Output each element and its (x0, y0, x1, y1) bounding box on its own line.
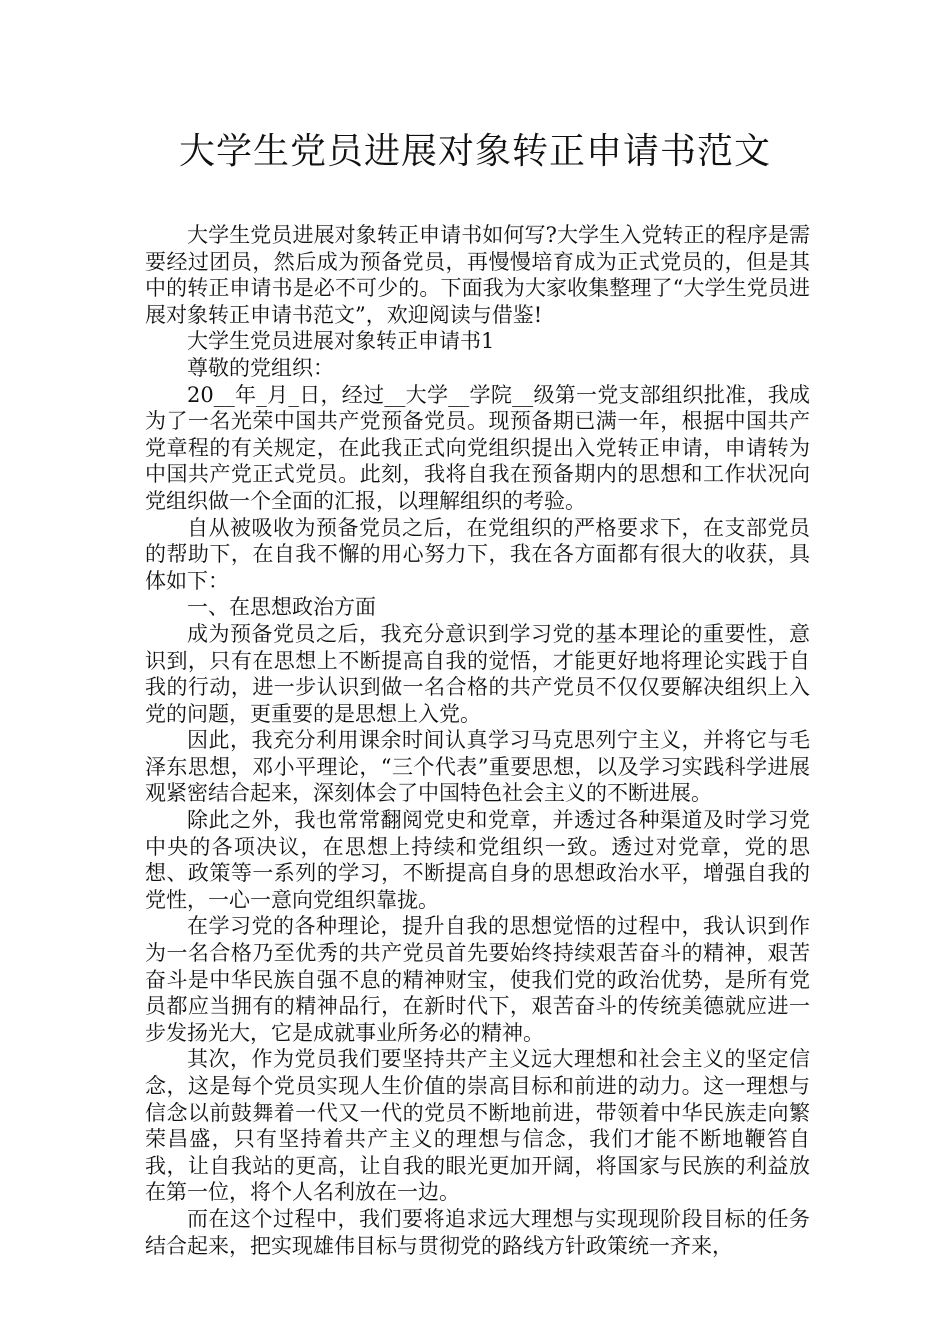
paragraph: 除此之外，我也常常翻阅党史和党章，并透过各种渠道及时学习党中央的各项决议，在思想上持续和党组织一致。透过对党章，党的思想、政策等一系列的学习，不断提高自身的思想政治水平，增强自我的党性，一心一意向党组织靠拢。 (145, 808, 810, 912)
paragraph: 自从被吸收为预备党员之后，在党组织的严格要求下，在支部党员的帮助下，在自我不懈的用心努力下，我在各方面都有很大的收获，具体如下： (145, 515, 810, 593)
paragraph: 在学习党的各种理论，提升自我的思想觉悟的过程中，我认识到作为一名合格乃至优秀的共产党员首先要始终持续艰苦奋斗的精神，艰苦奋斗是中华民族自强不息的精神财宝，使我们党的政治优势，是所有党员都应当拥有的精神品行，在新时代下，艰苦奋斗的传统美德就应进一步发扬光大，它是成就事业所务必的精神。 (145, 914, 810, 1045)
paragraph: 成为预备党员之后，我充分意识到学习党的基本理论的重要性，意识到，只有在思想上不断提高自我的觉悟，才能更好地将理论实践于自我的行动，进一步认识到做一名合格的共产党员不仅仅要解决组织上入党的问题，更重要的是思想上入党。 (145, 621, 810, 726)
document-title: 大学生党员进展对象转正申请书范文 (178, 131, 771, 172)
paragraph: 其次，作为党员我们要坚持共产主义远大理想和社会主义的坚定信念，这是每个党员实现人生价值的崇高目标和前进的动力。这一理想与信念以前鼓舞着一代又一代的党员不断地前进，带领着中华民族走向繁荣昌盛，只有坚持着共产主义的理想与信念，我们才能不断地鞭笞自我，让自我站的更高，让自我的眼光更加开阔，将国家与民族的利益放在第一位，将个人名利放在一边。 (145, 1047, 810, 1205)
paragraph: 20__年_月_日，经过__大学__学院__级第一党支部组织批准，我成为了一名光荣中国共产党预备党员。现预备期已满一年，根据中国共产党章程的有关规定，在此我正式向党组织提出入党转正申请，申请转为中国共产党正式党员。此刻，我将自我在预备期内的思想和工作状况向党组织做一个全面的汇报，以理解组织的考验。 (145, 382, 810, 513)
paragraph: 而在这个过程中，我们要将追求远大理想与实现现阶段目标的任务结合起来，把实现雄伟目标与贯彻党的路线方针政策统一齐来， (145, 1206, 810, 1258)
paragraph: 因此，我充分利用课余时间认真学习马克思列宁主义，并将它与毛泽东思想，邓小平理论，“三个代表”重要思想，以及学习实践科学进展观紧密结合起来，深刻体会了中国特色社会主义的不断进展。 (145, 728, 810, 806)
paragraph-salutation: 尊敬的党组织： (187, 355, 334, 380)
section-heading: 一、在思想政治方面 (187, 595, 376, 620)
paragraph-intro: 大学生党员进展对象转正申请书如何写?大学生入党转正的程序是需要经过团员，然后成为预备党员，再慢慢培育成为正式党员的，但是其中的转正申请书是必不可少的。下面我为大家收集整理了“大学生党员进展对象转正申请书范文”，欢迎阅读与借鉴! (145, 223, 810, 327)
paragraph-heading-1: 大学生党员进展对象转正申请书1 (187, 329, 495, 354)
document-body (145, 222, 810, 1259)
